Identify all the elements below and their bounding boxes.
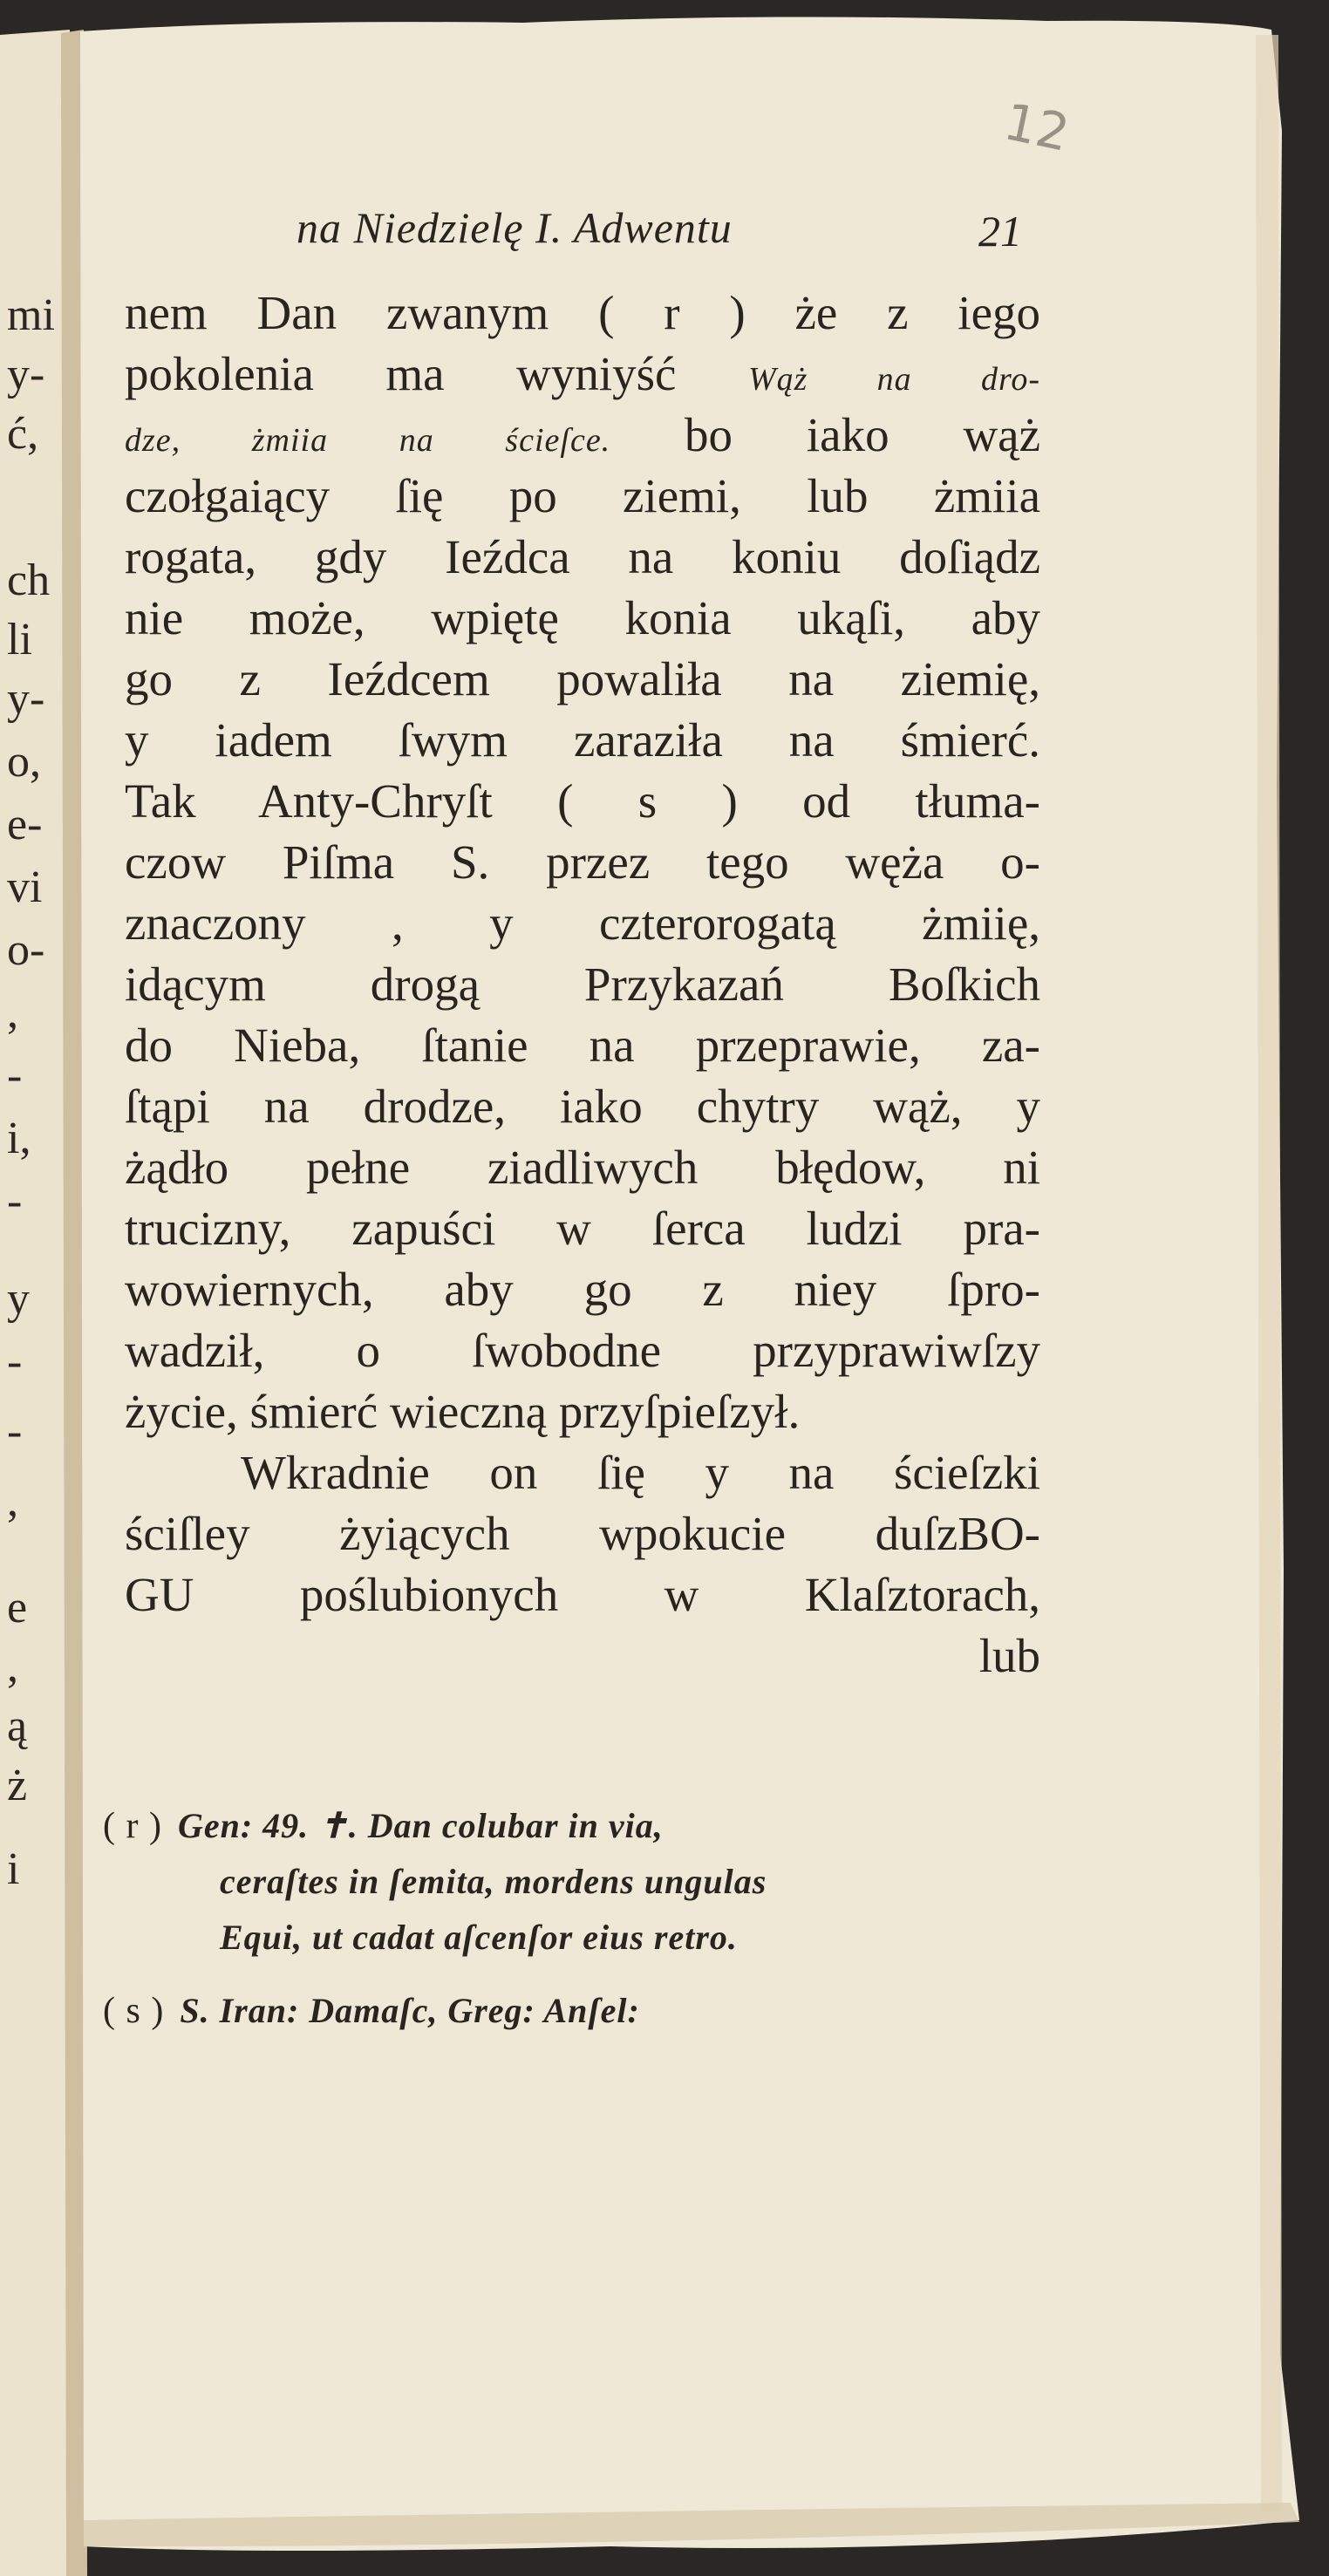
body-line-text: nem Dan zwanym ( r ) że z iego bbox=[125, 286, 1040, 339]
body-line-text: Tak Anty-Chryſt ( s ) od tłuma- bbox=[125, 774, 1040, 828]
page-number: 21 bbox=[978, 207, 1022, 256]
left-fragment: - bbox=[7, 1176, 23, 1226]
left-fragment: e bbox=[7, 1583, 28, 1632]
body-line bbox=[125, 955, 1040, 1014]
body-line bbox=[125, 711, 1040, 770]
footnote-r bbox=[103, 1799, 664, 1853]
footnote-marker: ( r ) bbox=[103, 1806, 162, 1846]
body-line-text: czołgaiący ſię po ziemi, lub żmiia bbox=[125, 469, 1040, 522]
left-fragment: ż bbox=[7, 1761, 28, 1810]
footnote-line: ceraſtes in ſemita, mordens ungulas bbox=[220, 1862, 767, 1901]
body-line-text: do Nieba, ſtanie na przeprawie, za- bbox=[125, 1019, 1040, 1072]
left-fragment: y- bbox=[7, 350, 45, 399]
body-line bbox=[125, 772, 1040, 831]
body-line bbox=[125, 1199, 1040, 1258]
body-line bbox=[125, 1016, 1040, 1075]
body-line-text: wadził, o ſwobodne przyprawiwſzy bbox=[125, 1324, 1040, 1377]
body-line-text: czow Piſma S. przez tego węża o- bbox=[125, 835, 1040, 889]
left-fragment: , bbox=[7, 1642, 18, 1692]
body-line-text: Wkradnie on ſię y na ścieſzki bbox=[241, 1446, 1040, 1499]
left-fragment: e- bbox=[7, 800, 43, 849]
body-line bbox=[125, 1443, 1040, 1503]
body-line-text: GU poślubionych w Klaſztorach, bbox=[125, 1568, 1040, 1621]
body-line-text: bo iako wąż bbox=[685, 408, 1040, 461]
body-line bbox=[125, 344, 1040, 409]
footnote-s bbox=[103, 1984, 640, 2038]
left-fragment: ć, bbox=[7, 409, 39, 459]
body-line bbox=[125, 650, 1040, 709]
left-fragment: - bbox=[7, 1337, 23, 1387]
body-line bbox=[125, 1077, 1040, 1136]
left-fragment: y bbox=[7, 1274, 30, 1324]
body-line bbox=[125, 1504, 1040, 1564]
running-head: na Niedzielę I. Adwentu bbox=[296, 203, 733, 252]
footnote-line: Gen: 49. ✝. Dan colubar in via, bbox=[177, 1806, 664, 1845]
left-fragment: - bbox=[7, 1051, 23, 1101]
left-fragment: li bbox=[7, 615, 32, 664]
body-line-text: pokolenia ma wyniyść bbox=[125, 347, 677, 400]
body-line-text: wowiernych, aby go z niey ſpro- bbox=[125, 1263, 1040, 1316]
body-line-text: ſtąpi na drodze, iako chytry wąż, y bbox=[125, 1080, 1040, 1133]
body-line bbox=[125, 1382, 1040, 1441]
body-line bbox=[125, 467, 1040, 526]
body-line bbox=[125, 528, 1040, 587]
body-line-text: rogata, gdy Ieźdca na koniu doſiądz bbox=[125, 530, 1040, 583]
marginal-gloss: dze, żmiia na ścieſce. bbox=[125, 422, 611, 459]
body-line-text: y iadem ſwym zaraziła na śmierć. bbox=[125, 713, 1040, 767]
body-line bbox=[125, 833, 1040, 892]
marginal-gloss: Wąż na dro- bbox=[747, 361, 1040, 398]
left-fragment: ch bbox=[7, 555, 51, 605]
body-line-text: życie, śmierć wieczną przyſpieſzył. bbox=[125, 1385, 801, 1438]
body-line-text: idącym drogą Przykazań Boſkich bbox=[125, 957, 1040, 1011]
body-line bbox=[125, 1321, 1040, 1380]
left-fragment: , bbox=[7, 1476, 18, 1526]
left-fragment: o, bbox=[7, 737, 41, 787]
left-fragment: i, bbox=[7, 1114, 31, 1163]
body-line bbox=[125, 1138, 1040, 1197]
catchword-text: lub bbox=[978, 1629, 1040, 1682]
left-fragment: y- bbox=[7, 674, 45, 724]
left-fragment: - bbox=[7, 1407, 23, 1456]
body-line-text: znaczony , y czterorogatą żmiię, bbox=[125, 896, 1040, 950]
body-line bbox=[125, 894, 1040, 953]
body-line-text: żądło pełne ziadliwych błędow, ni bbox=[125, 1141, 1040, 1194]
body-line bbox=[125, 405, 1040, 470]
body-line bbox=[125, 589, 1040, 648]
body-line bbox=[125, 1565, 1040, 1625]
body-line-text: nie może, wpiętę konia ukąſi, aby bbox=[125, 591, 1040, 644]
catchword bbox=[125, 1626, 1040, 1686]
footnote-line: Equi, ut cadat aſcenſor eius retro. bbox=[220, 1918, 738, 1957]
body-line bbox=[125, 1260, 1040, 1319]
footnote-line: S. Iran: Damaſc, Greg: Anſel: bbox=[180, 1991, 640, 2030]
body-line-text: trucizny, zapuści w ſerca ludzi pra- bbox=[125, 1202, 1040, 1255]
footnote-marker: ( s ) bbox=[103, 1991, 165, 2031]
left-fragment: mi bbox=[7, 290, 55, 340]
left-fragment: vi bbox=[7, 862, 43, 912]
left-fragment: o- bbox=[7, 925, 45, 975]
left-fragment: i bbox=[7, 1844, 20, 1894]
body-line bbox=[125, 283, 1040, 343]
left-fragment: , bbox=[7, 988, 18, 1038]
body-line-text: go z Ieźdcem powaliła na ziemię, bbox=[125, 652, 1040, 705]
body-line-text: ściſley żyiących wpokucie duſzBO- bbox=[125, 1507, 1040, 1560]
left-fragment: ą bbox=[7, 1701, 28, 1751]
pencil-folio-mark: 12 bbox=[998, 92, 1075, 163]
